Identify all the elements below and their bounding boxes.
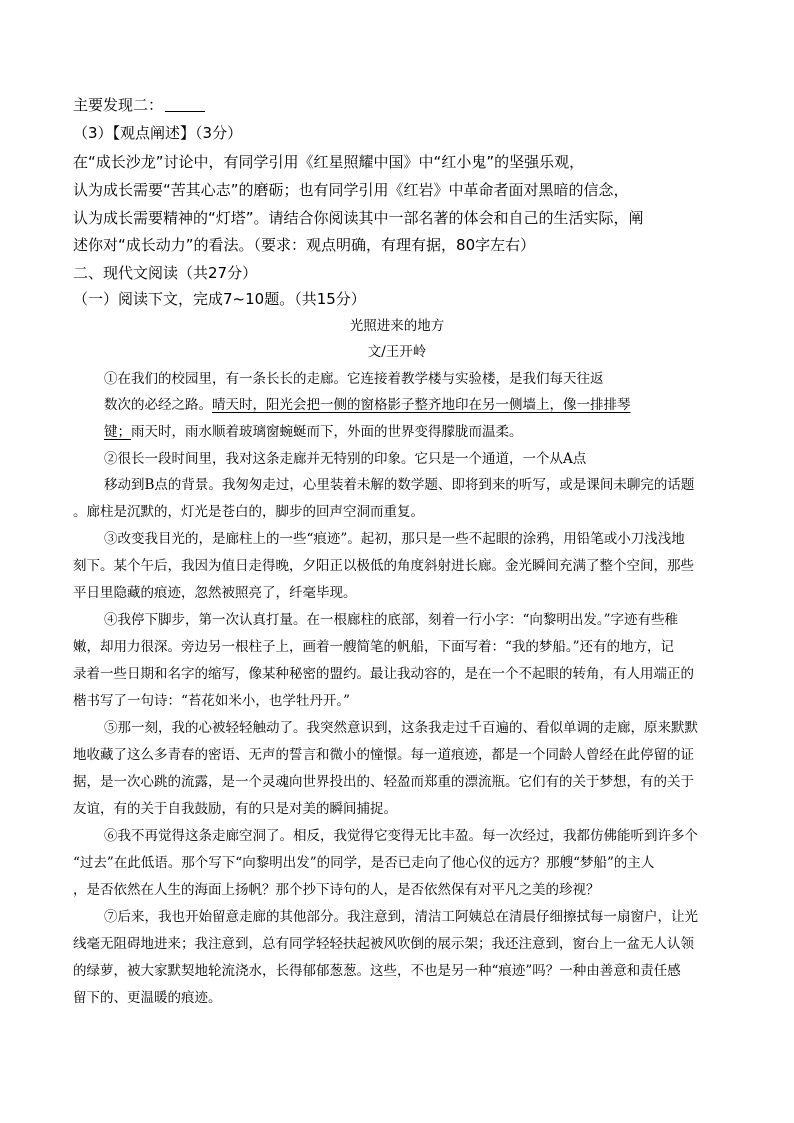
answer-blank[interactable] [165,99,205,112]
paragraph-line: ，是否依然在人生的海面上扬帆？那个抄下诗句的人，是否依然保有对平凡之美的珍视？ [73,882,600,898]
paragraph-line [104,426,523,440]
paragraph-line: 。廊柱是沉默的，灯光是苍白的，脚步的回声空洞而重复。 [73,504,424,520]
article-author: 文/王开岭 [367,344,427,360]
paragraph-line: 线毫无阻碍地进来；我注意到，总有同学轻轻扶起被风吹倒的展示架；我还注意到，窗台上一盆无人认领 [73,936,694,952]
paragraph-line: 留下的、更温暖的痕迹。 [73,990,222,1006]
question-3-line: 认为成长需要精神的“灯塔”。请结合你阅读其中一部名著的体会和自己的生活实际，阐 [73,209,644,227]
paragraph-line: 地收藏了这么多青春的密语、无声的誓言和微小的憧憬。每一道痕迹，都是一个同龄人曾经在此停留的证 [73,747,694,763]
paragraph-text: 雨天时，雨水顺着玻璃窗蜿蜒而下，外面的世界变得朦胧而温柔。 [131,424,523,440]
question-3-line: 在“成长沙龙”讨论中，有同学引用《红星照耀中国》中“红小鬼”的坚强乐观， [73,153,585,171]
paragraph-line: “过去”在此低语。那个写下“向黎明出发”的同学，是否已走向了他心仪的远方？那艘“梦船”的主人 [73,855,655,871]
part-heading: （一）阅读下文，完成7~10题。（共15分） [73,290,366,308]
paragraph-line: ②很长一段时间里，我对这条走廊并无特别的印象。它只是一个通道，一个从A点 [104,451,587,467]
paragraph-line: ④我停下脚步，第一次认真打量。在一根廊柱的底部，刻着一行小字：“向黎明出发。”字迹有些稚 [104,612,679,628]
paragraph-line: ⑥我不再觉得这条走廊空洞了。相反，我觉得它变得无比丰盈。每一次经过，我都仿佛能听到许多个 [104,828,698,844]
paragraph-line: 录着一些日期和名字的缩写，像某种秘密的盟约。最让我动容的，是在一个不起眼的转角，有人用端正的 [73,666,694,682]
paragraph-line [104,399,631,413]
question-3-line: 述你对“成长动力”的看法。（要求：观点明确，有理有据，80字左右） [73,236,536,254]
section-heading: 二、现代文阅读（共27分） [73,264,258,282]
paragraph-line: 嫩，却用力很深。旁边另一根柱子上，画着一艘简笔的帆船，下面写着：“我的梦船。”还有的地方，记 [73,639,675,655]
underlined-sentence-end: 键； [104,424,131,440]
question-3-heading: （3）【观点阐述】（3分） [73,124,243,142]
underlined-sentence: 晴天时，阳光会把一侧的窗格影子整齐地印在另一侧墙上，像一排排琴 [212,397,631,413]
paragraph-line: ⑦后来，我也开始留意走廊的其他部分。我注意到，清洁工阿姨总在清晨仔细擦拭每一扇窗户，让光 [104,909,698,925]
question-3-line: 认为成长需要“苦其心志”的磨砺；也有同学引用《红岩》中革命者面对黑暗的信念， [73,181,629,199]
article-title: 光照进来的地方 [349,318,445,334]
finding-2-row [73,98,205,113]
finding-2-label: 主要发现二： [73,96,164,114]
paragraph-line: 平日里隐藏的痕迹，忽然被照亮了，纤毫毕现。 [73,585,357,601]
paragraph-text: 数次的必经之路。 [104,397,212,413]
paragraph-line: 刻下。某个午后，我因为值日走得晚，夕阳正以极低的角度斜射进长廊。金光瞬间充满了整个空间，那些 [73,558,694,574]
paragraph-line: ⑤那一刻，我的心被轻轻触动了。我突然意识到，这条我走过千百遍的、看似单调的走廊，原来默默 [104,720,698,736]
paragraph-line: 的绿萝，被大家默契地轮流浇水，长得郁郁葱葱。这些，不也是另一种“痕迹”吗？一种由善意和责任感 [73,963,681,979]
paragraph-line: ①在我们的校园里，有一条长长的走廊。它连接着教学楼与实验楼，是我们每天往返 [104,371,604,387]
paragraph-line: 楷书写了一句诗：“苔花如米小，也学牡丹开。” [73,693,351,709]
paragraph-line: 友谊，有的关于自我鼓励，有的只是对美的瞬间捕捉。 [73,801,397,817]
paragraph-line: ③改变我目光的，是廊柱上的一些“痕迹”。起初，那只是一些不起眼的涂鸦，用铅笔或小刀浅浅地 [104,531,685,547]
paragraph-line: 移动到B点的背景。我匆匆走过，心里装着未解的数学题、即将到来的听写，或是课间未聊完的话题 [104,477,695,493]
paragraph-line: 据，是一次心跳的流露，是一个灵魂向世界投出的、轻盈而郑重的漂流瓶。它们有的关于梦想，有的关于 [73,774,694,790]
